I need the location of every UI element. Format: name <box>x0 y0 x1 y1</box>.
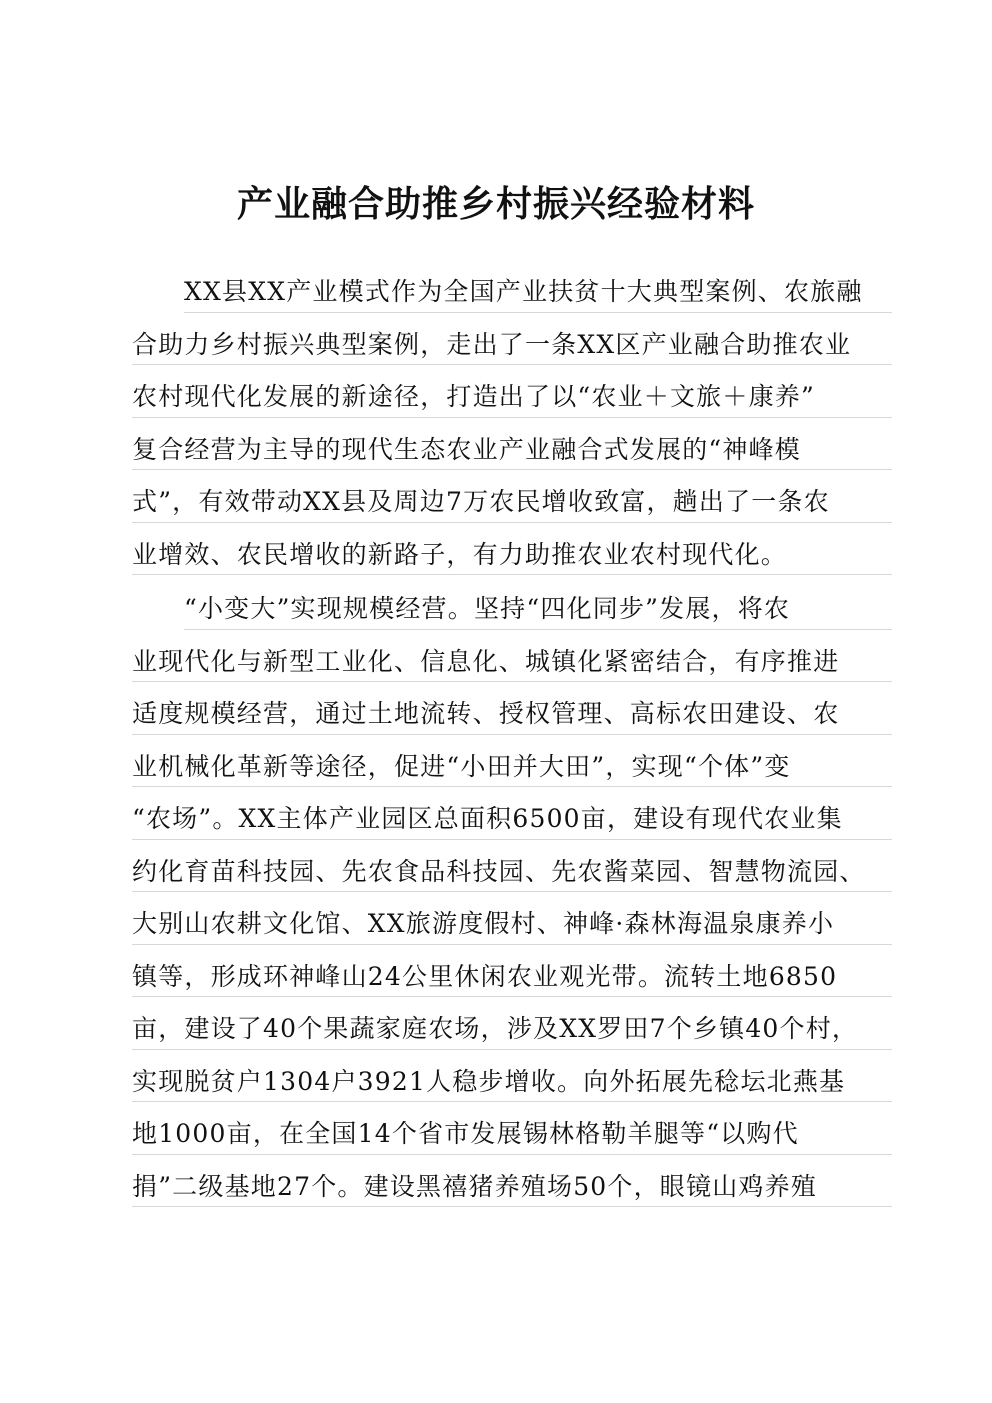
paragraph-scale-operation <box>132 583 892 1213</box>
paragraph-intro <box>132 266 892 581</box>
text-line: 亩，建设了40个果蔬家庭农场，涉及XX罗田7个乡镇40个村， <box>132 1003 892 1056</box>
text-line: 合助力乡村振兴典型案例，走出了一条XX区产业融合助推农业 <box>132 319 892 372</box>
text-line: 捐”二级基地27个。建设黑禧猪养殖场50个，眼镜山鸡养殖 <box>132 1161 892 1214</box>
text-line: 地1000亩，在全国14个省市发展锡林格勒羊腿等“以购代 <box>132 1108 892 1161</box>
text-line: 适度规模经营，通过土地流转、授权管理、高标农田建设、农 <box>132 688 892 741</box>
text-line: 实现脱贫户1304户3921人稳步增收。向外拓展先稔坛北燕基 <box>132 1056 892 1109</box>
text-line: 约化育苗科技园、先农食品科技园、先农酱菜园、智慧物流园、 <box>132 846 892 899</box>
text-line: “农场”。XX主体产业园区总面积6500亩，建设有现代农业集 <box>132 793 892 846</box>
text-line: 业现代化与新型工业化、信息化、城镇化紧密结合，有序推进 <box>132 636 892 689</box>
text-line: 式”，有效带动XX县及周边7万农民增收致富，趟出了一条农 <box>132 476 892 529</box>
text-line: XX县XX产业模式作为全国产业扶贫十大典型案例、农旅融 <box>132 266 892 319</box>
text-line: 复合经营为主导的现代生态农业产业融合式发展的“神峰模 <box>132 424 892 477</box>
document-title: 产业融合助推乡村振兴经验材料 <box>236 183 755 225</box>
text-line: 镇等，形成环神峰山24公里休闲农业观光带。流转土地6850 <box>132 951 892 1004</box>
text-line: 业增效、农民增收的新路子，有力助推农业农村现代化。 <box>132 529 892 582</box>
text-line: “小变大”实现规模经营。坚持“四化同步”发展，将农 <box>132 583 892 636</box>
text-line: 农村现代化发展的新途径，打造出了以“农业＋文旅＋康养” <box>132 371 892 424</box>
text-line: 大别山农耕文化馆、XX旅游度假村、神峰·森林海温泉康养小 <box>132 898 892 951</box>
text-line: 业机械化革新等途径，促进“小田并大田”，实现“个体”变 <box>132 741 892 794</box>
